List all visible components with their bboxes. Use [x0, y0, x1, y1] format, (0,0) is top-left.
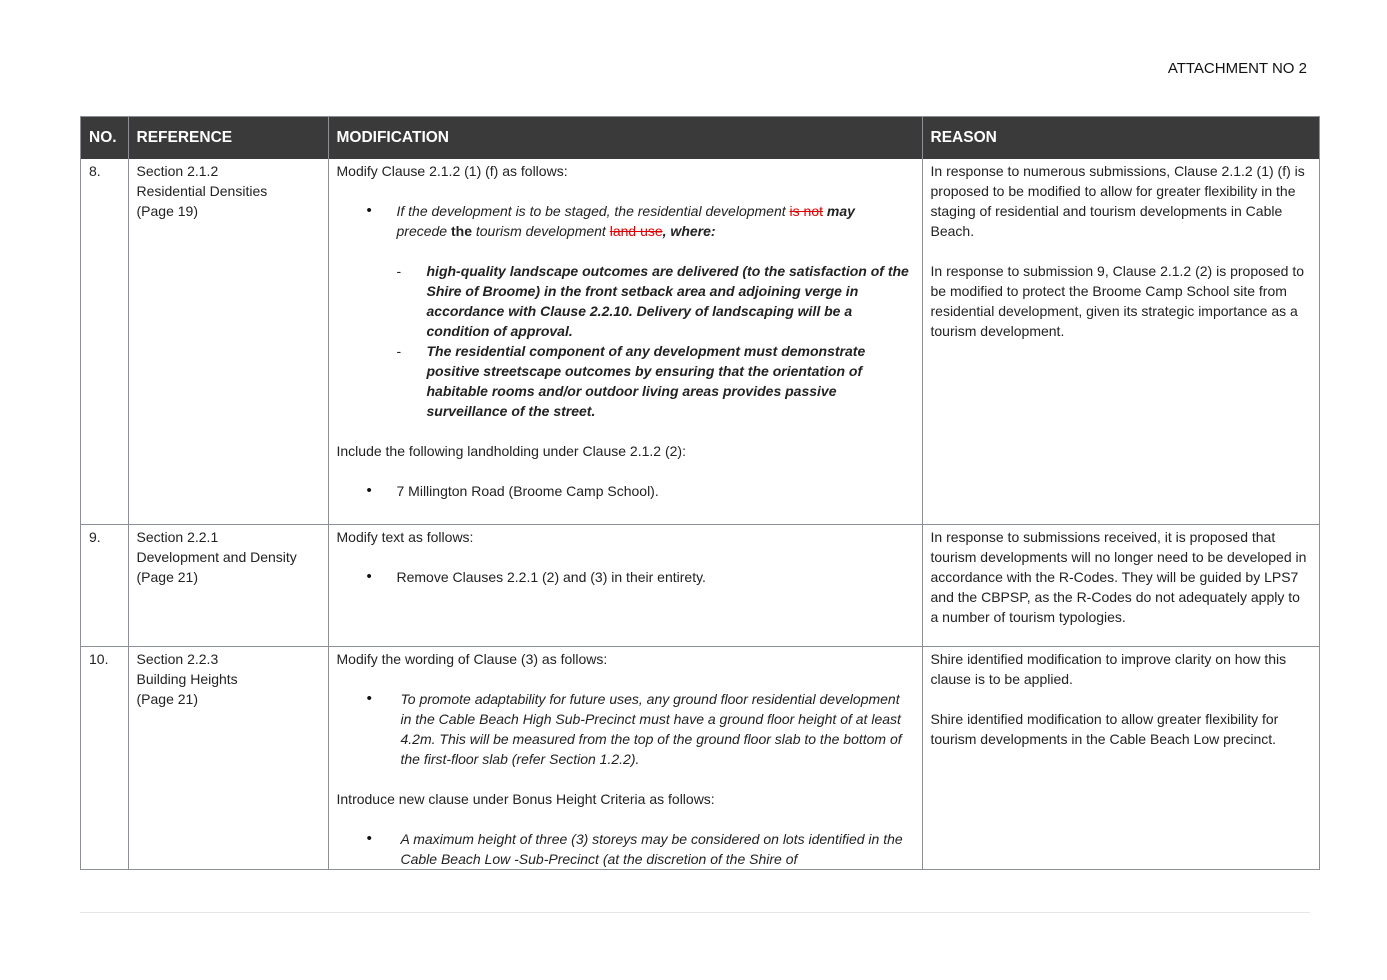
header-reference: REFERENCE	[128, 117, 328, 159]
reference-title: Building Heights	[136, 671, 238, 687]
modification-bullets	[337, 689, 914, 769]
bullet-text: If the development is to be staged, the residential development	[396, 203, 790, 219]
reference-title: Residential Densities	[136, 183, 268, 199]
deleted-text: land use	[609, 223, 663, 239]
reason-paragraph: Shire identified modification to improve clarity on how this clause is to be applied.	[930, 651, 1287, 687]
bonus-height-bullets	[337, 829, 914, 869]
table-header-row	[81, 117, 1319, 159]
table-row	[81, 159, 1319, 525]
landholding-bullets	[337, 481, 914, 501]
list-item: - high-quality landscape outcomes are delivered (to the satisfaction of the Shire of Broome) in the front setback area and adjoining verge in accordance with Clause 2.2.10. Delivery of landscaping will be a condition of approval.	[337, 261, 914, 341]
modification-intro: Modify Clause 2.1.2 (1) (f) as follows:	[336, 163, 568, 179]
reference-section: Section 2.1.2	[136, 163, 219, 179]
reference-section: Section 2.2.1	[136, 529, 219, 545]
reference-cell	[128, 159, 328, 525]
modification-intro: Modify the wording of Clause (3) as follows:	[336, 651, 608, 667]
header-modification: MODIFICATION	[328, 117, 922, 159]
modification-include: Include the following landholding under Clause 2.1.2 (2):	[336, 443, 686, 459]
modifications-table	[80, 116, 1320, 870]
reference-cell	[128, 525, 328, 647]
reference-section: Section 2.2.3	[136, 651, 219, 667]
reason-cell	[922, 525, 1319, 647]
modification-cell	[328, 647, 922, 871]
reference-page: (Page 19)	[136, 203, 198, 219]
modification-bullets	[337, 201, 914, 241]
sub-conditions	[337, 261, 914, 421]
row-number: 8.	[81, 159, 128, 525]
deleted-text: is not	[789, 203, 823, 219]
row-number: 10.	[81, 647, 128, 871]
header-no: NO.	[81, 117, 128, 159]
modification-cell	[328, 525, 922, 647]
footer-divider	[80, 912, 1310, 913]
reason-paragraph: In response to submissions received, it is proposed that tourism developments will no longer need to be developed in accordance with the R-Codes. They will be guided by LPS7 and the CBPSP, as the R-Codes do not adequately apply to a number of tourism typologies.	[930, 529, 1307, 625]
attachment-label: ATTACHMENT NO 2	[1167, 60, 1307, 77]
list-item: • Remove Clauses 2.2.1 (2) and (3) in their entirety.	[337, 567, 914, 587]
bullet-text: precede	[396, 223, 451, 239]
reason-paragraph: In response to submission 9, Clause 2.1.2 (2) is proposed to be modified to protect the Broome Camp School site from residential development, given its strategic importance as a tourism development.	[930, 263, 1305, 339]
reference-cell	[128, 647, 328, 871]
bullet-text: tourism development	[471, 223, 610, 239]
reason-paragraph: In response to numerous submissions, Clause 2.1.2 (1) (f) is proposed to be modified to allow for greater flexibility in the staging of residential and tourism developments in Cable Beach.	[930, 163, 1305, 239]
modification-include: Introduce new clause under Bonus Height Criteria as follows:	[336, 791, 715, 807]
list-item: • To promote adaptability for future uses, any ground floor residential development in the Cable Beach High Sub-Precinct must have a ground floor height of at least 4.2m. This will be measured from the top of the ground floor slab to the bottom of the first-floor slab (refer Section 1.2.2).	[337, 689, 914, 769]
reference-title: Development and Density	[136, 549, 297, 565]
reference-page: (Page 21)	[136, 691, 198, 707]
list-item	[337, 201, 914, 241]
table-row	[81, 525, 1319, 647]
bullet-text: may	[823, 203, 855, 219]
reason-cell	[922, 159, 1319, 525]
bullet-text: the	[450, 223, 472, 239]
table-row	[81, 647, 1319, 871]
header-reason: REASON	[922, 117, 1319, 159]
reason-cell	[922, 647, 1319, 871]
modification-cell	[328, 159, 922, 525]
row-number: 9.	[81, 525, 128, 647]
modification-intro: Modify text as follows:	[336, 529, 474, 545]
reference-page: (Page 21)	[136, 569, 198, 585]
bullet-text: , where:	[662, 223, 716, 239]
list-item: - The residential component of any development must demonstrate positive streetscape outcomes by ensuring that the orientation of habitable rooms and/or outdoor living areas provides passive surveillance of the street.	[337, 341, 914, 421]
list-item: • A maximum height of three (3) storeys may be considered on lots identified in the Cable Beach Low -Sub-Precinct (at the discretion of the Shire of	[337, 829, 914, 869]
modification-bullets	[337, 567, 914, 587]
reason-paragraph: Shire identified modification to allow greater flexibility for tourism developments in the Cable Beach Low precinct.	[930, 711, 1279, 747]
list-item: • 7 Millington Road (Broome Camp School).	[337, 481, 914, 501]
